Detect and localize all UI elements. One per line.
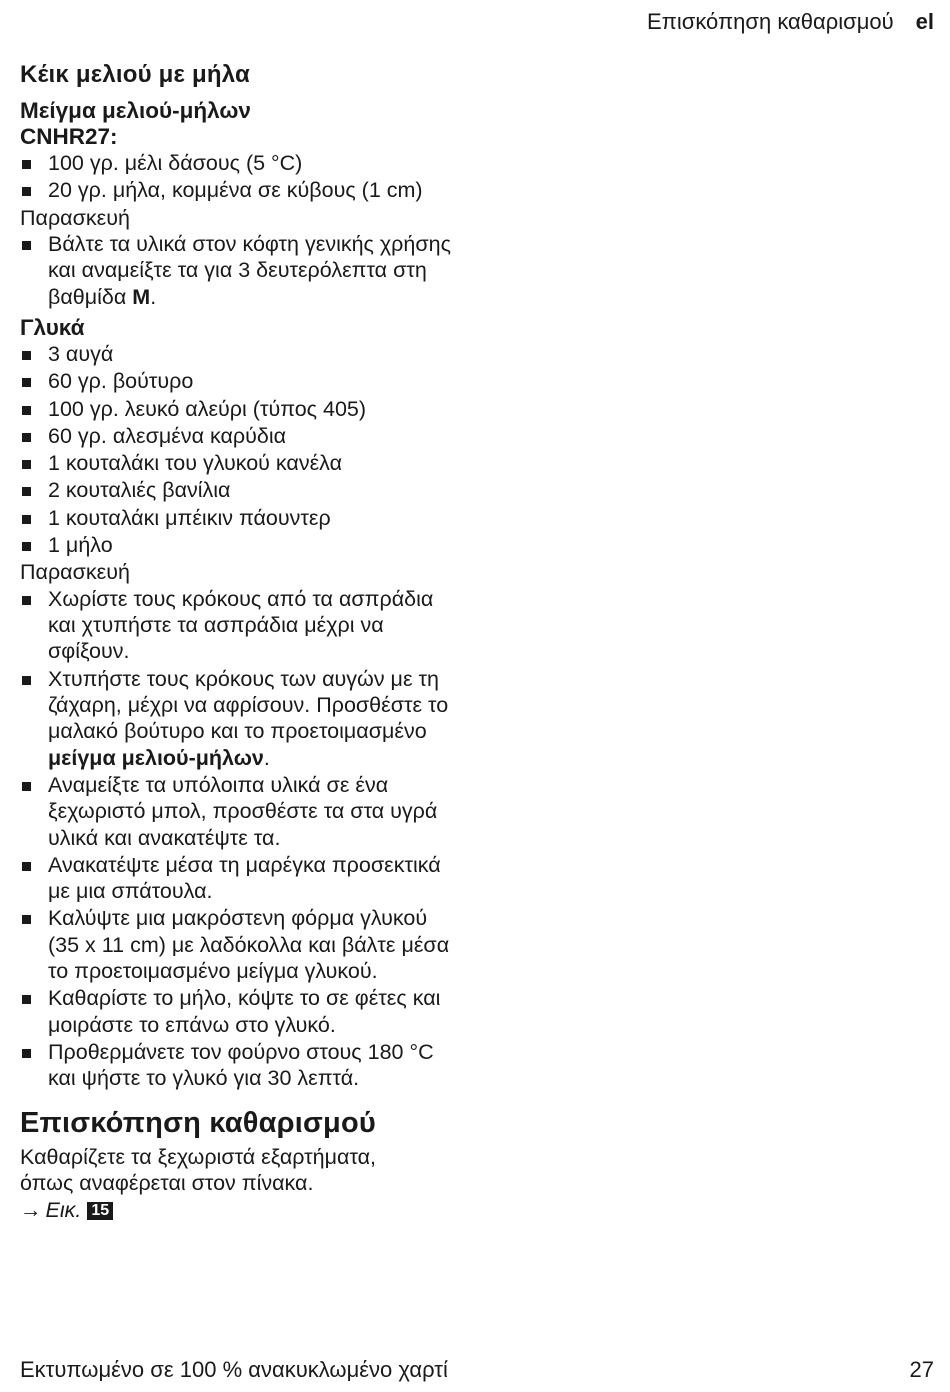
ingredient-text: 60 γρ. αλεσμένα καρύδια <box>48 423 287 448</box>
bullet-square-icon <box>22 542 31 551</box>
bullet-square-icon <box>22 862 31 871</box>
ingredient-text: 1 κουταλάκι μπέικιν πάουντερ <box>48 505 331 530</box>
list-item <box>20 1039 460 1092</box>
bullet-square-icon <box>22 487 31 496</box>
ingredient-text: 1 κουταλάκι του γλυκού κανέλα <box>48 451 343 476</box>
ingredient-text: 100 γρ. μέλι δάσους (5 °C) <box>48 151 303 175</box>
step-text: Προθερμάνετε τον φούρνο στους 180 °C και ψήστε το γλυκό για 30 λεπτά. <box>48 1039 434 1091</box>
bullet-square-icon <box>22 160 31 169</box>
list-item <box>20 177 460 203</box>
bullet-square-icon <box>22 433 31 442</box>
list-item <box>20 423 460 449</box>
bullet-square-icon <box>22 406 31 415</box>
ingredient-text: 20 γρ. μήλα, κομμένα σε κύβους (1 cm) <box>48 178 423 203</box>
cake-prep-label: Παρασκευή <box>20 560 130 585</box>
list-item <box>20 985 460 1038</box>
cake-step-list <box>20 586 460 1092</box>
cleaning-text-line-2: όπως αναφέρεται στον πίνακα. <box>20 1171 314 1195</box>
step-text-end: . <box>150 284 157 309</box>
ingredient-text: 1 μήλο <box>48 533 113 558</box>
ingredient-text: 60 γρ. βούτυρο <box>48 369 194 394</box>
running-header <box>647 8 934 36</box>
mixture-step-list <box>20 231 460 310</box>
list-item <box>20 450 460 476</box>
appliance-model: CNHR27: <box>20 124 118 149</box>
bullet-square-icon <box>22 515 31 524</box>
figure-reference <box>20 1197 460 1223</box>
step-text: Βάλτε τα υλικά στον κόφτη γενικής χρήσης και αναμείξτε τα για 3 δευτερόλεπτα στη βαθμίδα <box>48 232 451 309</box>
step-bold-text: μείγμα μελιού-μήλων <box>48 745 264 770</box>
figure-number-badge: 15 <box>87 1202 113 1220</box>
ingredient-text: 100 γρ. λευκό αλεύρι (τύπος 405) <box>48 396 367 421</box>
list-item <box>20 505 460 531</box>
list-item <box>20 772 460 851</box>
arrow-right-icon: → <box>20 1197 42 1222</box>
bullet-square-icon <box>22 1049 31 1058</box>
cleaning-text-line-1: Καθαρίζετε τα ξεχωριστά εξαρτήματα, <box>20 1144 377 1169</box>
mixture-ingredient-list <box>20 150 460 204</box>
list-item <box>20 231 460 310</box>
mixture-prep-label: Παρασκευή <box>20 205 130 230</box>
step-text: Χτυπήστε τους κρόκους των αυγών με τη ζάχαρη, μέχρι να αφρίσουν. Προσθέστε το μαλακό βούτυρο και το προετοιμασμένο <box>48 666 449 744</box>
list-item <box>20 368 460 394</box>
recipe-title: Κέικ μελιού με μήλα <box>20 61 250 88</box>
figure-reference-label: Εικ. <box>45 1197 82 1222</box>
bullet-square-icon <box>22 596 31 605</box>
list-item <box>20 586 460 665</box>
bullet-square-icon <box>22 676 31 685</box>
bullet-square-icon <box>22 995 31 1004</box>
page-content <box>20 60 460 1223</box>
step-bold-text: M <box>132 284 151 309</box>
ingredient-text: 3 αυγά <box>48 341 114 366</box>
list-item <box>20 396 460 422</box>
footer-note: Εκτυπωμένο σε 100 % ανακυκλωμένο χαρτί <box>20 1357 448 1382</box>
header-section-title: Επισκόπηση καθαρισμού <box>647 9 894 34</box>
step-text: Καλύψτε μια μακρόστενη φόρμα γλυκού (35 x 11 cm) με λαδόκολλα και βάλτε μέσα το προετοιμασμένο μείγμα γλυκού. <box>48 906 450 984</box>
language-code: el <box>915 9 934 34</box>
bullet-square-icon <box>22 915 31 924</box>
page-number: 27 <box>909 1357 934 1382</box>
list-item <box>20 852 460 905</box>
cake-ingredient-list <box>20 341 460 558</box>
step-text: Καθαρίστε το μήλο, κόψτε το σε φέτες και μοιράστε το επάνω στο γλυκό. <box>48 986 441 1037</box>
bullet-square-icon <box>22 187 31 196</box>
mixture-title: Μείγμα μελιού-μήλων <box>20 98 251 123</box>
bullet-square-icon <box>22 460 31 469</box>
list-item <box>20 905 460 984</box>
bullet-square-icon <box>22 241 31 250</box>
step-text: Αναμείξτε τα υπόλοιπα υλικά σε ένα ξεχωριστό μπολ, προσθέστε τα στα υγρά υλικά και ανακατέψτε τα. <box>48 772 438 850</box>
bullet-square-icon <box>22 782 31 791</box>
list-item <box>20 532 460 558</box>
bullet-square-icon <box>22 378 31 387</box>
list-item <box>20 477 460 503</box>
list-item <box>20 666 460 771</box>
cleaning-section-title: Επισκόπηση καθαρισμού <box>20 1106 376 1139</box>
cake-title: Γλυκά <box>20 314 85 340</box>
list-item <box>20 341 460 367</box>
step-text: Ανακατέψτε μέσα τη μαρέγκα προσεκτικά με μια σπάτουλα. <box>48 852 441 904</box>
list-item <box>20 150 460 176</box>
step-text-end: . <box>263 745 270 770</box>
bullet-square-icon <box>22 351 31 360</box>
ingredient-text: 2 κουταλιές βανίλια <box>48 478 231 503</box>
step-text: Χωρίστε τους κρόκους από τα ασπράδια και χτυπήστε τα ασπράδια μέχρι να σφίξουν. <box>48 586 434 664</box>
